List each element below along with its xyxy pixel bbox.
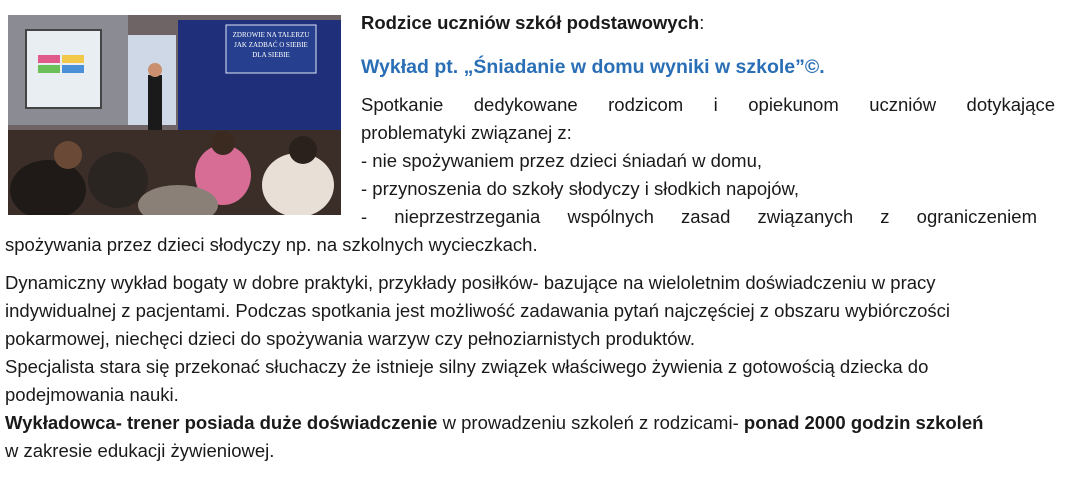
lecture-photo xyxy=(8,15,341,215)
bullet-3-line-2: spożywania przez dzieci słodyczy np. na szkolnych wycieczkach. xyxy=(5,234,538,255)
para2-line-2: indywidualnej z pacjentami. Podczas spotkania jest możliwość zadawania pytań najczęściej z obszaru wybiórczości xyxy=(5,300,950,321)
para3-line-1: Specjalista stara się przekonać słuchaczy że istnieje silny związek właściwego żywienia z gotowością dziecka do xyxy=(5,356,929,377)
audience-heading-text: Rodzice uczniów szkół podstawowych xyxy=(361,12,700,33)
audience-heading xyxy=(361,12,704,34)
para2-line-1: Dynamiczny wykład bogaty w dobre praktyki, przykłady posiłków- bazujące na wieloletnim doświadczeniu w pracy xyxy=(5,272,936,293)
bullet-2: - przynoszenia do szkoły słodyczy i słodkich napojów, xyxy=(361,178,800,199)
banner-text-3: DLA SIEBIE xyxy=(252,51,290,59)
para2-line-3: pokarmowej, niechęci dzieci do spożywania warzyw czy pełnoziarnistych produktów. xyxy=(5,328,695,349)
intro-line-2: problematyki związanej z: xyxy=(361,122,572,143)
banner-text-1: ZDROWIE NA TALERZU xyxy=(232,31,310,39)
banner-text-2: JAK ZADBAĆ O SIEBIE xyxy=(234,41,308,49)
para3-line-2: podejmowania nauki. xyxy=(5,384,179,405)
para4-line-2: w zakresie edukacji żywieniowej. xyxy=(5,440,275,461)
bullet-3-line-1: - nieprzestrzegania wspólnych zasad związanych z ograniczeniem xyxy=(361,206,1037,227)
para4-bold-1: Wykładowca- trener posiada duże doświadczenie xyxy=(5,412,438,433)
lecture-photo-illustration xyxy=(8,15,341,215)
para4-bold-2: ponad 2000 godzin szkoleń xyxy=(743,412,984,433)
lecture-title: Wykład pt. „Śniadanie w domu wyniki w szkole”©. xyxy=(361,56,825,78)
audience-heading-colon: : xyxy=(699,12,705,33)
intro-line-1: Spotkanie dedykowane rodzicom i opiekunom uczniów dotykające xyxy=(361,94,1055,115)
para4-text-1: w prowadzeniu szkoleń z rodzicami- xyxy=(437,412,744,433)
para4-line-1 xyxy=(5,412,983,434)
bullet-1: - nie spożywaniem przez dzieci śniadań w domu, xyxy=(361,150,763,171)
